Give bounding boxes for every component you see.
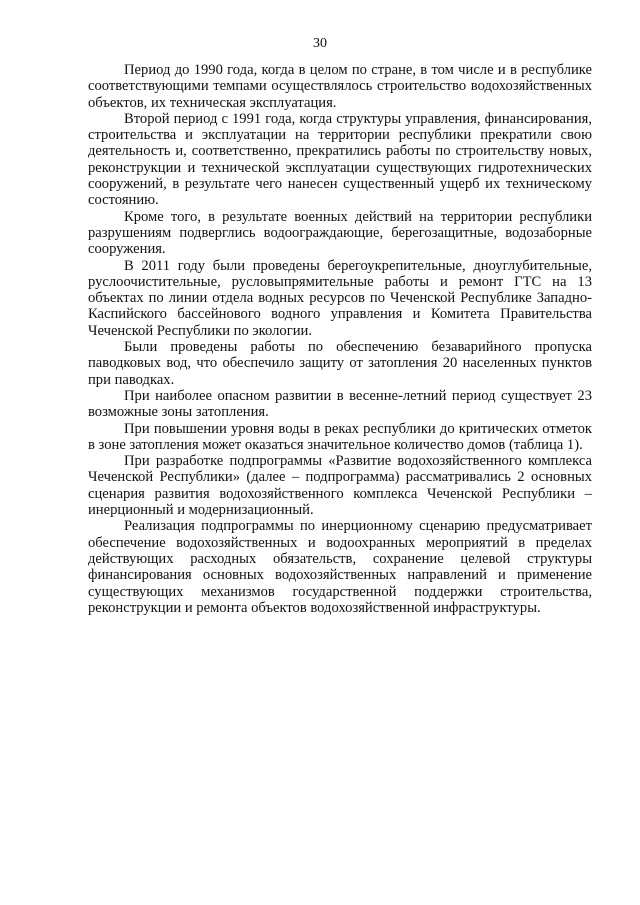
paragraph-period-from-1991: Второй период с 1991 года, когда структуры управления, финансирования, строительства и эксплуатации на территории республики прекратили свою деятельность и, соответственно, прекратились работы по строительству новых, реконструкции и технической эксплуатации существующих гидротехнических сооружений, в результате чего нанесен существенный ущерб их техническому состоянию.: [88, 110, 592, 209]
paragraph-inertial-scenario: Реализация подпрограммы по инерционному сценарию предусматривает обеспечение водохозяйственных и водоохранных мероприятий в пределах действующих расходных обязательств, сохранение целевой структуры финансирования основных водохозяйственных направлений и применение существующих механизмов государственной поддержки строительства, реконструкции и ремонта объектов водохозяйственной инфраструктуры.: [88, 518, 592, 616]
paragraph-military-damage: Кроме того, в результате военных действий на территории республики разрушениям подверглись водоограждающие, берегозащитные, водозаборные сооружения.: [88, 208, 592, 258]
paragraph-water-level-rise: При повышении уровня воды в реках республики до критических отметок в зоне затопления может оказаться значительное количество домов (таблица 1).: [88, 420, 592, 453]
paragraph-works-2011: В 2011 году были проведены берегоукрепительные, дноуглубительные, руслоочистительные, русловыпрямительные работы и ремонт ГТС на 13 объектах по линии отдела водных ресурсов по Чеченской Республике Западно-Каспийского бассейнового водного управления и Комитета Правительства Чеченской Республики по экологии.: [88, 257, 592, 339]
paragraph-period-before-1990: Период до 1990 года, когда в целом по стране, в том числе и в республике соответствующими темпами осуществлялось строительство водохозяйственных объектов, их техническая эксплуатация.: [88, 62, 592, 111]
document-body: [88, 62, 592, 616]
paragraph-flood-protection: Были проведены работы по обеспечению безаварийного пропуска паводковых вод, что обеспечило защиту от затопления 20 населенных пунктов при паводках.: [88, 339, 592, 388]
page-number: 30: [313, 36, 327, 51]
paragraph-flood-zones: При наиболее опасном развитии в весенне-летний период существует 23 возможные зоны затопления.: [88, 387, 592, 421]
paragraph-subprogram-scenarios: При разработке подпрограммы «Развитие водохозяйственного комплекса Чеченской Республики» (далее – подпрограмма) рассматривались 2 основных сценария развития водохозяйственного комплекса Чеченской Республики – инерционный и модернизационный.: [88, 453, 592, 519]
